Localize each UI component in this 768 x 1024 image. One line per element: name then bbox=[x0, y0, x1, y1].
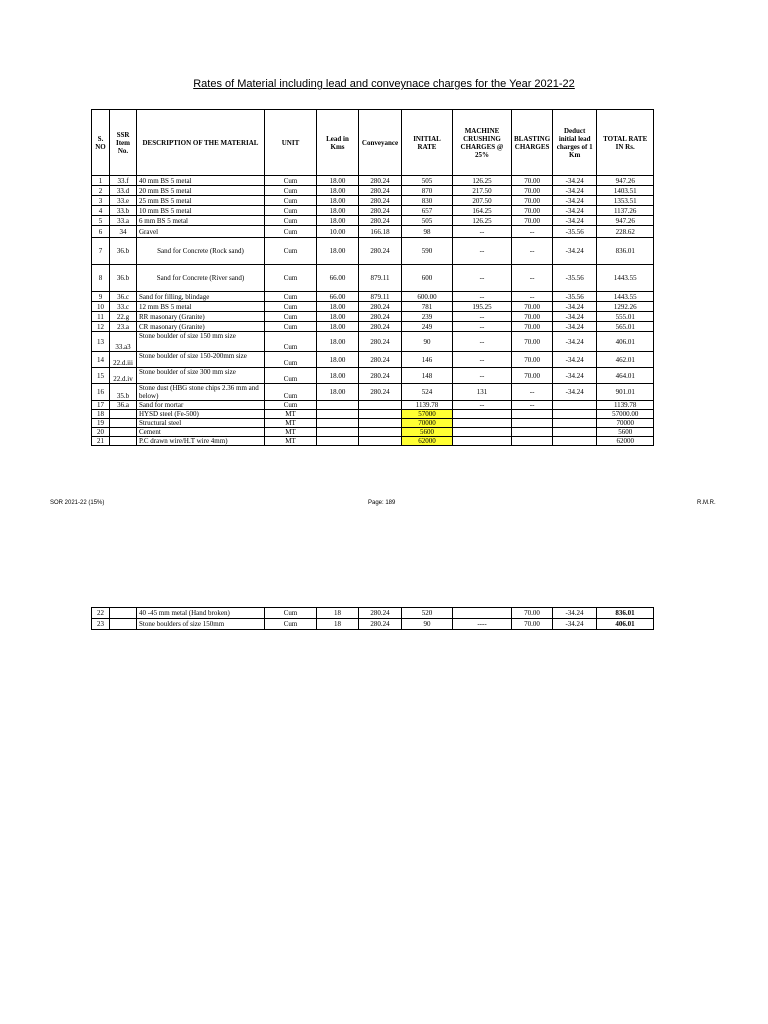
cell-lead: 18.00 bbox=[317, 206, 359, 216]
rates-table-continued bbox=[91, 607, 654, 630]
cell-machine: -- bbox=[453, 292, 512, 302]
cell-deduct: -34.24 bbox=[553, 196, 597, 206]
cell-sno: 1 bbox=[92, 176, 110, 186]
cell-total: 565.01 bbox=[597, 322, 654, 332]
table-header-row bbox=[92, 110, 654, 176]
cell-total: 836.01 bbox=[597, 238, 654, 265]
cell-unit: Cum bbox=[265, 332, 317, 352]
cell-total: 406.01 bbox=[597, 619, 654, 630]
cell-initial: 505 bbox=[402, 176, 453, 186]
header-total-rate: TOTAL RATE IN Rs. bbox=[597, 110, 654, 176]
cell-desc: Sand for mortar bbox=[137, 401, 265, 410]
cell-ssr: 33.c bbox=[110, 302, 137, 312]
cell-unit: Cum bbox=[265, 608, 317, 619]
cell-blasting: -- bbox=[512, 265, 553, 292]
cell-ssr: 33.f bbox=[110, 176, 137, 186]
cell-sno: 19 bbox=[92, 419, 110, 428]
cell-ssr: 36.b bbox=[110, 265, 137, 292]
cell-machine: 217.50 bbox=[453, 186, 512, 196]
cell-blasting: 70.00 bbox=[512, 368, 553, 384]
cell-conv: 280.24 bbox=[359, 186, 402, 196]
cell-sno: 9 bbox=[92, 292, 110, 302]
cell-total: 1139.78 bbox=[597, 401, 654, 410]
cell-lead: 18.00 bbox=[317, 368, 359, 384]
cell-ssr: 33.d bbox=[110, 186, 137, 196]
cell-unit: Cum bbox=[265, 196, 317, 206]
cell-initial: 148 bbox=[402, 368, 453, 384]
cell-desc: Structural steel bbox=[137, 419, 265, 428]
cell-deduct bbox=[553, 428, 597, 437]
cell-total: 555.01 bbox=[597, 312, 654, 322]
cell-conv: 280.24 bbox=[359, 312, 402, 322]
cell-deduct: -34.24 bbox=[553, 332, 597, 352]
cell-total: 1137.26 bbox=[597, 206, 654, 216]
cell-initial: 520 bbox=[402, 608, 453, 619]
cell-machine: -- bbox=[453, 332, 512, 352]
cell-blasting: -- bbox=[512, 401, 553, 410]
cell-sno: 11 bbox=[92, 312, 110, 322]
header-conveyance: Conveyance bbox=[359, 110, 402, 176]
cell-conv: 166.18 bbox=[359, 226, 402, 238]
cell-conv: 280.24 bbox=[359, 332, 402, 352]
cell-lead: 18.00 bbox=[317, 312, 359, 322]
cell-conv: 879.11 bbox=[359, 265, 402, 292]
page-title: Rates of Material including lead and conveynace charges for the Year 2021-22 bbox=[193, 78, 575, 90]
cell-initial: 90 bbox=[402, 619, 453, 630]
cell-desc: 25 mm BS 5 metal bbox=[137, 196, 265, 206]
cell-initial: 70000 bbox=[402, 419, 453, 428]
cell-conv: 280.24 bbox=[359, 384, 402, 401]
cell-blasting: 70.00 bbox=[512, 322, 553, 332]
cell-sno: 18 bbox=[92, 410, 110, 419]
cell-lead: 18.00 bbox=[317, 176, 359, 186]
cell-ssr: 33.b bbox=[110, 206, 137, 216]
cell-lead: 18.00 bbox=[317, 216, 359, 226]
cell-conv: 280.24 bbox=[359, 176, 402, 186]
cell-ssr: 34 bbox=[110, 226, 137, 238]
cell-sno: 20 bbox=[92, 428, 110, 437]
cell-lead: 18.00 bbox=[317, 332, 359, 352]
cell-unit: Cum bbox=[265, 401, 317, 410]
cell-ssr: 23.a bbox=[110, 322, 137, 332]
cell-desc: HYSD steel (Fe-500) bbox=[137, 410, 265, 419]
cell-ssr bbox=[110, 419, 137, 428]
cell-lead: 18.00 bbox=[317, 186, 359, 196]
cell-blasting: -- bbox=[512, 384, 553, 401]
table-row bbox=[92, 265, 654, 292]
cell-ssr: 36.a bbox=[110, 401, 137, 410]
cell-blasting: 70.00 bbox=[512, 619, 553, 630]
cell-lead bbox=[317, 437, 359, 446]
cell-blasting: 70.00 bbox=[512, 176, 553, 186]
footer-left: SOR 2021-22 (15%) bbox=[50, 500, 105, 506]
cell-blasting bbox=[512, 428, 553, 437]
cell-conv bbox=[359, 410, 402, 419]
cell-initial: 1139.78 bbox=[402, 401, 453, 410]
cell-deduct: -34.24 bbox=[553, 322, 597, 332]
table-row bbox=[92, 186, 654, 196]
cell-ssr: 33.e bbox=[110, 196, 137, 206]
cell-ssr: 33.a3 bbox=[110, 332, 137, 352]
cell-blasting bbox=[512, 410, 553, 419]
cell-blasting: 70.00 bbox=[512, 608, 553, 619]
cell-unit: Cum bbox=[265, 265, 317, 292]
cell-conv: 280.24 bbox=[359, 216, 402, 226]
cell-total: 464.01 bbox=[597, 368, 654, 384]
cell-machine: 126.25 bbox=[453, 216, 512, 226]
cell-machine: 164.25 bbox=[453, 206, 512, 216]
cell-lead: 66.00 bbox=[317, 292, 359, 302]
cell-conv: 280.24 bbox=[359, 352, 402, 368]
cell-lead bbox=[317, 419, 359, 428]
header-deduct: Deduct initial lead charges of 1 Km bbox=[553, 110, 597, 176]
cell-total: 57000.00 bbox=[597, 410, 654, 419]
header-unit: UNIT bbox=[265, 110, 317, 176]
cell-initial: 600.00 bbox=[402, 292, 453, 302]
cell-machine: 131 bbox=[453, 384, 512, 401]
cell-unit: Cum bbox=[265, 206, 317, 216]
cell-total: 1353.51 bbox=[597, 196, 654, 206]
table-row bbox=[92, 206, 654, 216]
cell-machine: -- bbox=[453, 226, 512, 238]
cell-unit: Cum bbox=[265, 312, 317, 322]
cell-unit: Cum bbox=[265, 619, 317, 630]
cell-ssr bbox=[110, 410, 137, 419]
cell-desc: RR masonary (Granite) bbox=[137, 312, 265, 322]
cell-desc: Sand for filling, blindage bbox=[137, 292, 265, 302]
cell-desc: CR masonary (Granite) bbox=[137, 322, 265, 332]
cell-ssr bbox=[110, 428, 137, 437]
cell-blasting: -- bbox=[512, 226, 553, 238]
cell-unit: Cum bbox=[265, 322, 317, 332]
cell-machine: 195.25 bbox=[453, 302, 512, 312]
cell-machine: ---- bbox=[453, 619, 512, 630]
cell-deduct: -35.56 bbox=[553, 292, 597, 302]
cell-total: 947.26 bbox=[597, 216, 654, 226]
cell-lead: 18.00 bbox=[317, 238, 359, 265]
cell-machine bbox=[453, 419, 512, 428]
header-initial-rate: INITIAL RATE bbox=[402, 110, 453, 176]
cell-initial: 830 bbox=[402, 196, 453, 206]
cell-blasting: -- bbox=[512, 238, 553, 265]
cell-unit: Cum bbox=[265, 226, 317, 238]
cell-unit: Cum bbox=[265, 292, 317, 302]
cell-unit: MT bbox=[265, 410, 317, 419]
cell-lead: 10.00 bbox=[317, 226, 359, 238]
cell-initial: 62000 bbox=[402, 437, 453, 446]
cell-unit: Cum bbox=[265, 384, 317, 401]
cell-machine bbox=[453, 608, 512, 619]
cell-initial: 524 bbox=[402, 384, 453, 401]
footer-right: R.M.R. bbox=[697, 500, 716, 506]
cell-lead: 18 bbox=[317, 619, 359, 630]
cell-deduct: -34.24 bbox=[553, 302, 597, 312]
cell-deduct: -35.56 bbox=[553, 226, 597, 238]
cell-sno: 3 bbox=[92, 196, 110, 206]
cell-machine: -- bbox=[453, 265, 512, 292]
cell-unit: Cum bbox=[265, 216, 317, 226]
cell-sno: 8 bbox=[92, 265, 110, 292]
cell-initial: 5600 bbox=[402, 428, 453, 437]
cell-unit: Cum bbox=[265, 186, 317, 196]
cell-initial: 781 bbox=[402, 302, 453, 312]
cell-unit: MT bbox=[265, 419, 317, 428]
cell-ssr: 36.c bbox=[110, 292, 137, 302]
cell-initial: 870 bbox=[402, 186, 453, 196]
cell-sno: 12 bbox=[92, 322, 110, 332]
cell-initial: 505 bbox=[402, 216, 453, 226]
cell-sno: 23 bbox=[92, 619, 110, 630]
table-row bbox=[92, 332, 654, 352]
cell-deduct bbox=[553, 401, 597, 410]
table-row bbox=[92, 292, 654, 302]
cell-sno: 13 bbox=[92, 332, 110, 352]
cell-sno: 6 bbox=[92, 226, 110, 238]
cell-unit: MT bbox=[265, 437, 317, 446]
cell-lead: 18.00 bbox=[317, 352, 359, 368]
header-lead: Lead in Kms bbox=[317, 110, 359, 176]
cell-conv: 280.24 bbox=[359, 368, 402, 384]
cell-total: 836.01 bbox=[597, 608, 654, 619]
cell-total: 5600 bbox=[597, 428, 654, 437]
cell-deduct: -34.24 bbox=[553, 619, 597, 630]
cell-total: 62000 bbox=[597, 437, 654, 446]
cell-blasting: 70.00 bbox=[512, 312, 553, 322]
cell-desc: P.C drawn wire/H.T wire 4mm) bbox=[137, 437, 265, 446]
cell-sno: 2 bbox=[92, 186, 110, 196]
table-row bbox=[92, 238, 654, 265]
table-row bbox=[92, 312, 654, 322]
cell-machine: -- bbox=[453, 352, 512, 368]
cell-sno: 7 bbox=[92, 238, 110, 265]
cell-desc: 6 mm BS 5 metal bbox=[137, 216, 265, 226]
cell-initial: 90 bbox=[402, 332, 453, 352]
cell-initial: 57000 bbox=[402, 410, 453, 419]
table-row bbox=[92, 428, 654, 437]
cell-deduct: -35.56 bbox=[553, 265, 597, 292]
cell-machine: -- bbox=[453, 401, 512, 410]
table-row bbox=[92, 619, 654, 630]
cell-sno: 22 bbox=[92, 608, 110, 619]
cell-machine: -- bbox=[453, 368, 512, 384]
footer-page: Page: 189 bbox=[368, 500, 396, 506]
header-description: DESCRIPTION OF THE MATERIAL bbox=[137, 110, 265, 176]
cell-total: 1403.51 bbox=[597, 186, 654, 196]
cell-initial: 657 bbox=[402, 206, 453, 216]
cell-lead: 18.00 bbox=[317, 196, 359, 206]
cell-unit: Cum bbox=[265, 352, 317, 368]
cell-ssr bbox=[110, 608, 137, 619]
table-row bbox=[92, 302, 654, 312]
cell-unit: Cum bbox=[265, 176, 317, 186]
cell-machine bbox=[453, 410, 512, 419]
cell-total: 901.01 bbox=[597, 384, 654, 401]
table-row bbox=[92, 608, 654, 619]
cell-ssr: 22.d.iii bbox=[110, 352, 137, 368]
rates-table bbox=[91, 109, 654, 446]
cell-desc: Stone boulder of size 300 mm size bbox=[137, 368, 265, 384]
cell-lead: 18.00 bbox=[317, 384, 359, 401]
cell-sno: 4 bbox=[92, 206, 110, 216]
table-row bbox=[92, 352, 654, 368]
table-row bbox=[92, 410, 654, 419]
cell-desc: Stone dust (HBG stone chips 2.36 mm and below) bbox=[137, 384, 265, 401]
cell-conv: 280.24 bbox=[359, 238, 402, 265]
cell-desc: 40 mm BS 5 metal bbox=[137, 176, 265, 186]
cell-deduct: -34.24 bbox=[553, 186, 597, 196]
cell-conv: 280.24 bbox=[359, 302, 402, 312]
cell-initial: 600 bbox=[402, 265, 453, 292]
cell-blasting: 70.00 bbox=[512, 352, 553, 368]
cell-deduct bbox=[553, 419, 597, 428]
cell-conv: 879.11 bbox=[359, 292, 402, 302]
table-row bbox=[92, 401, 654, 410]
cell-deduct: -34.24 bbox=[553, 238, 597, 265]
cell-ssr: 36.b bbox=[110, 238, 137, 265]
cell-deduct: -34.24 bbox=[553, 206, 597, 216]
cell-sno: 17 bbox=[92, 401, 110, 410]
cell-desc: Stone boulder of size 150-200mm size bbox=[137, 352, 265, 368]
cell-blasting: 70.00 bbox=[512, 186, 553, 196]
cell-sno: 5 bbox=[92, 216, 110, 226]
cell-machine bbox=[453, 437, 512, 446]
cell-blasting bbox=[512, 419, 553, 428]
cell-deduct: -34.24 bbox=[553, 216, 597, 226]
header-sno: S. NO bbox=[92, 110, 110, 176]
table-row bbox=[92, 437, 654, 446]
cell-conv bbox=[359, 401, 402, 410]
cell-desc: Sand for Concrete (Rock sand) bbox=[137, 238, 265, 265]
cell-total: 70000 bbox=[597, 419, 654, 428]
cell-deduct: -34.24 bbox=[553, 312, 597, 322]
cell-conv: 280.24 bbox=[359, 322, 402, 332]
cell-conv: 280.24 bbox=[359, 619, 402, 630]
cell-sno: 21 bbox=[92, 437, 110, 446]
cell-conv: 280.24 bbox=[359, 608, 402, 619]
cell-sno: 15 bbox=[92, 368, 110, 384]
cell-deduct: -34.24 bbox=[553, 368, 597, 384]
cell-desc: 20 mm BS 5 metal bbox=[137, 186, 265, 196]
cell-machine: -- bbox=[453, 238, 512, 265]
table-row bbox=[92, 384, 654, 401]
cell-lead: 66.00 bbox=[317, 265, 359, 292]
cell-machine: 207.50 bbox=[453, 196, 512, 206]
cell-desc: 40 -45 mm metal (Hand broken) bbox=[137, 608, 265, 619]
table-row bbox=[92, 419, 654, 428]
header-machine-crushing: MACHINE CRUSHING CHARGES @ 25% bbox=[453, 110, 512, 176]
table-row bbox=[92, 226, 654, 238]
cell-blasting: 70.00 bbox=[512, 196, 553, 206]
cell-total: 947.26 bbox=[597, 176, 654, 186]
cell-lead bbox=[317, 410, 359, 419]
cell-total: 462.01 bbox=[597, 352, 654, 368]
table-row bbox=[92, 196, 654, 206]
cell-lead: 18 bbox=[317, 608, 359, 619]
cell-conv: 280.24 bbox=[359, 206, 402, 216]
cell-sno: 14 bbox=[92, 352, 110, 368]
cell-lead: 18.00 bbox=[317, 302, 359, 312]
cell-deduct: -34.24 bbox=[553, 352, 597, 368]
cell-initial: 146 bbox=[402, 352, 453, 368]
cell-ssr: 22.g bbox=[110, 312, 137, 322]
cell-initial: 98 bbox=[402, 226, 453, 238]
cell-initial: 249 bbox=[402, 322, 453, 332]
cell-total: 1443.55 bbox=[597, 292, 654, 302]
cell-total: 1443.55 bbox=[597, 265, 654, 292]
cell-deduct bbox=[553, 437, 597, 446]
cell-desc: Stone boulder of size 150 mm size bbox=[137, 332, 265, 352]
cell-blasting: 70.00 bbox=[512, 332, 553, 352]
cell-lead: 18.00 bbox=[317, 322, 359, 332]
cell-machine: -- bbox=[453, 322, 512, 332]
cell-desc: Stone boulders of size 150mm bbox=[137, 619, 265, 630]
header-ssr: SSR Item No. bbox=[110, 110, 137, 176]
cell-blasting: 70.00 bbox=[512, 206, 553, 216]
cell-deduct: -34.24 bbox=[553, 608, 597, 619]
cell-conv bbox=[359, 428, 402, 437]
table-row bbox=[92, 216, 654, 226]
cell-lead bbox=[317, 428, 359, 437]
cell-desc: 10 mm BS 5 metal bbox=[137, 206, 265, 216]
cell-unit: Cum bbox=[265, 368, 317, 384]
cell-desc: Sand for Concrete (River sand) bbox=[137, 265, 265, 292]
cell-total: 1292.26 bbox=[597, 302, 654, 312]
cell-sno: 10 bbox=[92, 302, 110, 312]
cell-ssr: 33.a bbox=[110, 216, 137, 226]
cell-desc: Cement bbox=[137, 428, 265, 437]
cell-unit: Cum bbox=[265, 238, 317, 265]
cell-desc: Gravel bbox=[137, 226, 265, 238]
cell-initial: 590 bbox=[402, 238, 453, 265]
cell-machine: 126.25 bbox=[453, 176, 512, 186]
cell-deduct: -34.24 bbox=[553, 176, 597, 186]
table-row bbox=[92, 322, 654, 332]
cell-deduct bbox=[553, 410, 597, 419]
cell-machine bbox=[453, 428, 512, 437]
cell-ssr bbox=[110, 437, 137, 446]
cell-sno: 16 bbox=[92, 384, 110, 401]
cell-total: 406.01 bbox=[597, 332, 654, 352]
cell-unit: Cum bbox=[265, 302, 317, 312]
cell-ssr: 35.b bbox=[110, 384, 137, 401]
cell-total: 228.62 bbox=[597, 226, 654, 238]
table-row bbox=[92, 176, 654, 186]
cell-unit: MT bbox=[265, 428, 317, 437]
table-row bbox=[92, 368, 654, 384]
cell-blasting bbox=[512, 437, 553, 446]
cell-blasting: 70.00 bbox=[512, 302, 553, 312]
cell-conv bbox=[359, 437, 402, 446]
cell-desc: 12 mm BS 5 metal bbox=[137, 302, 265, 312]
cell-blasting: 70.00 bbox=[512, 216, 553, 226]
cell-conv bbox=[359, 419, 402, 428]
header-blasting: BLASTING CHARGES bbox=[512, 110, 553, 176]
cell-ssr: 22.d.iv bbox=[110, 368, 137, 384]
cell-machine: -- bbox=[453, 312, 512, 322]
cell-lead bbox=[317, 401, 359, 410]
cell-ssr bbox=[110, 619, 137, 630]
cell-conv: 280.24 bbox=[359, 196, 402, 206]
cell-initial: 239 bbox=[402, 312, 453, 322]
cell-deduct: -34.24 bbox=[553, 384, 597, 401]
cell-blasting: -- bbox=[512, 292, 553, 302]
